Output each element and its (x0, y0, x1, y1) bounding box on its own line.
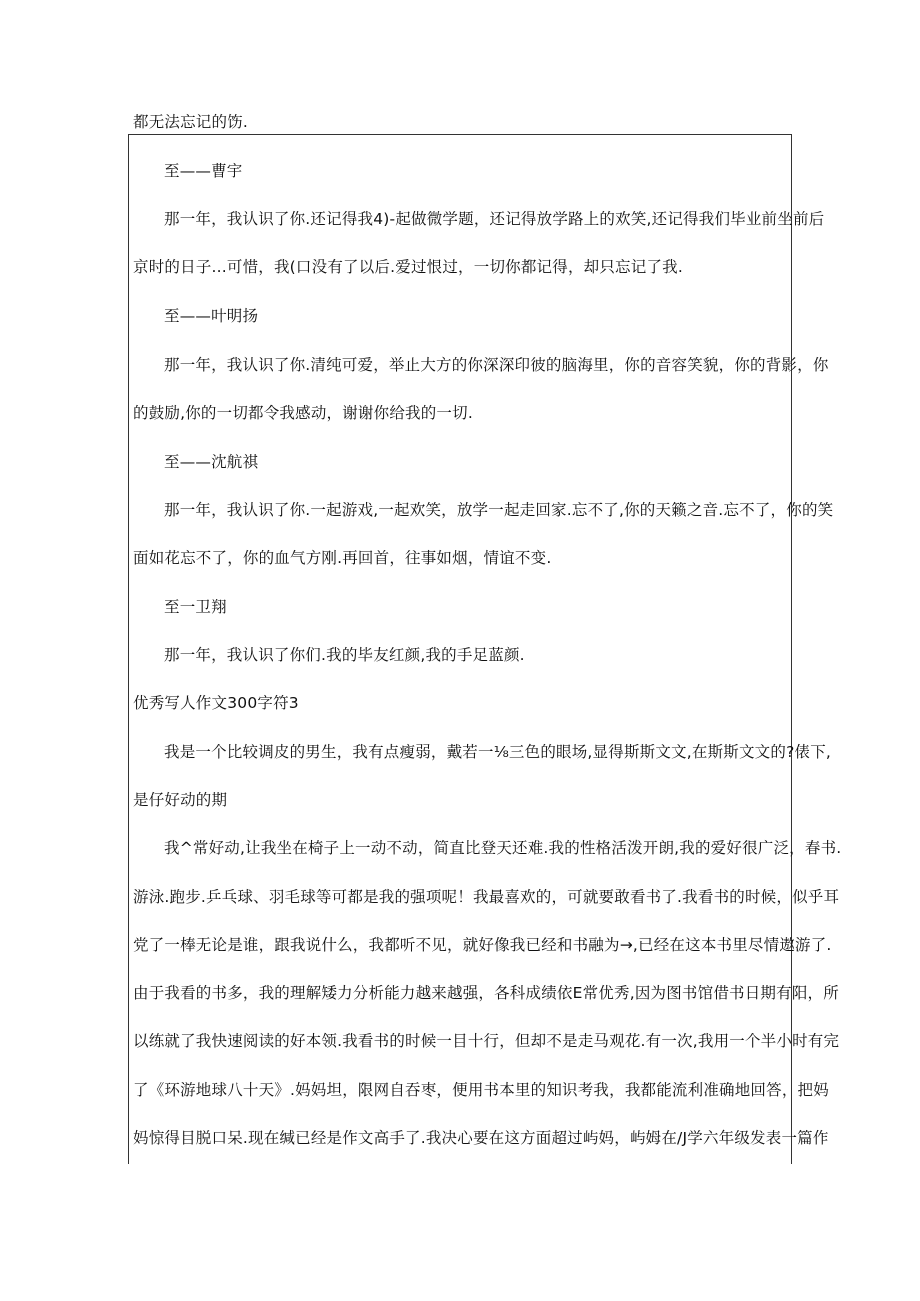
text-line: 游泳.跑步.乒乓球、羽毛球等可都是我的强项呢！我最喜欢的，可就要敢看书了.我看书的时候，似乎耳 (133, 888, 840, 906)
dedication-heading: 至——曹宇 (164, 162, 243, 180)
dedication-heading: 至——叶明扬 (164, 307, 259, 325)
text-line: 妈惊得目脱口呆.现在缄已经是作文高手了.我决心要在这方面超过屿妈，屿姆在/J学六年级发表一篇作 (133, 1129, 829, 1147)
text-line: 党了一棒无论是谁，跟我说什么，我都听不见，就好像我已经和书融为→,已经在这本书里尽情遨游了. (133, 936, 832, 954)
frame-left-border (128, 134, 129, 1164)
text-line: 的鼓励,你的一切都令我感动，谢谢你给我的一切. (133, 404, 473, 422)
text-line: 那一年，我认识了你.一起游戏,一起欢笑，放学一起走回家.忘不了,你的天籁之音.忘不了，你的笑 (164, 501, 834, 519)
text-line: 那一年，我认识了你.清纯可爱，举止大方的你深深印彼的脑海里，你的音容笑貌，你的背影，你 (164, 356, 829, 374)
text-line: 面如花忘不了，你的血气方刚.再回首，往事如烟，情谊不变. (133, 549, 552, 567)
dedication-heading: 至——沈航祺 (164, 453, 259, 471)
frame-top-border (128, 134, 792, 135)
text-line: 都无法忘记的饬. (133, 113, 249, 131)
text-line: 京时的日子...可惜，我(口没有了以后.爱过恨过，一切你都记得，却只忘记了我. (133, 258, 683, 276)
text-line: 由于我看的书多，我的理解矮力分析能力越来越强，各科成绩依E常优秀,因为图书馆借书日期有阳，所 (133, 984, 839, 1002)
text-line: 我^常好动,让我坐在椅子上一动不动，简直比登天还难.我的性格活泼开朗,我的爱好很广泛，春书. (164, 839, 842, 857)
text-line: 那一年，我认识了你.还记得我4)-起做微学题，还记得放学路上的欢笑,还记得我们毕业前坐前后 (164, 210, 825, 228)
section-title: 优秀写人作文300字符3 (133, 694, 299, 712)
dedication-heading: 至一卫翔 (164, 598, 227, 616)
text-line: 我是一个比较调皮的男生，我有点瘦弱，戴若一⅛三色的眼场,显得斯斯文文,在斯斯文文的?俵下, (164, 743, 832, 761)
text-line: 了《环游地球八十天》.妈妈坦，限网自吞枣，便用书本里的知识考我，我都能流利准确地回答，把妈 (133, 1081, 829, 1099)
text-line: 那一年，我认识了你们.我的毕友红颜,我的手足蓝颜. (164, 646, 525, 664)
text-line: 是仔好动的期 (133, 791, 228, 809)
text-line: 以练就了我快速阅读的好本领.我看书的时候一目十行，但却不是走马观花.有一次,我用一个半小时有完 (133, 1032, 840, 1050)
